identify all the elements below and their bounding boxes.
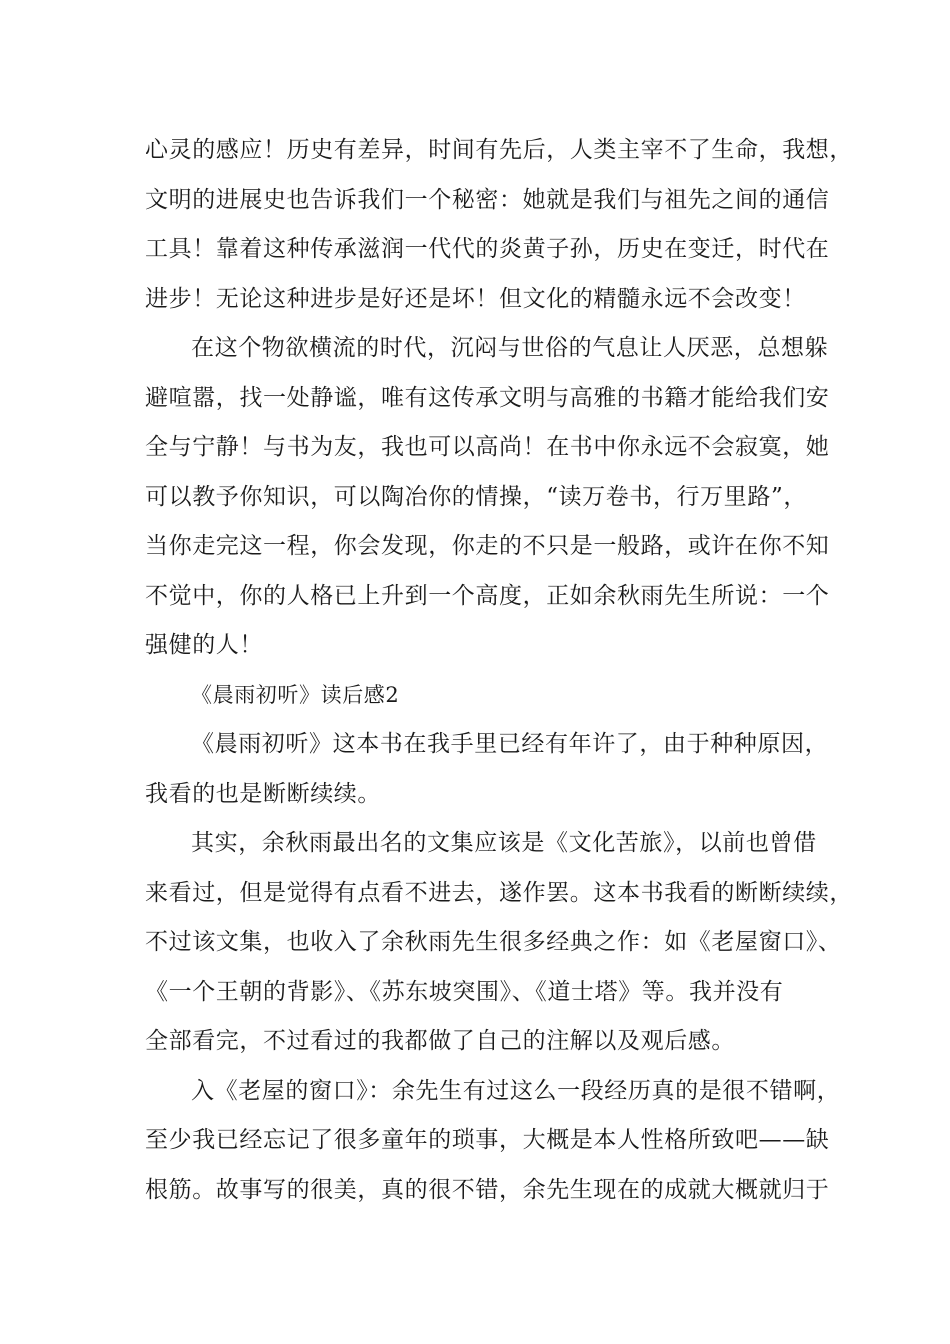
paragraph-line: 心灵的感应！历史有差异，时间有先后，人类主宰不了生命，我想， [145,137,853,163]
paragraph-line: 全部看完，不过看过的我都做了自己的注解以及观后感。 [145,1028,735,1054]
paragraph-line: 进步！无论这种进步是好还是坏！但文化的精髓永远不会改变！ [145,285,806,312]
paragraph-line: 根筋。故事写的很美，真的很不错，余先生现在的成就大概就归于 [145,1176,830,1203]
paragraph-line: 避喧嚣，找一处静谧，唯有这传承文明与高雅的书籍才能给我们安 [145,384,830,411]
paragraph-line: 不过该文集，也收入了余秋雨先生很多经典之作：如《老屋窗口》、 [145,929,842,955]
paragraph-line: 可以教予你知识，可以陶冶你的情操，“读万卷书，行万里路”， [145,483,807,510]
paragraph-line: 强健的人！ [145,632,263,658]
paragraph-line: 《晨雨初听》这本书在我手里已经有年许了，由于种种原因， [191,731,829,757]
paragraph-line: 至少我已经忘记了很多童年的琐事，大概是本人性格所致吧——缺 [145,1127,830,1153]
paragraph-line: 当你走完这一程，你会发现，你走的不只是一般路，或许在你不知 [145,533,830,559]
paragraph-line: 入《老屋的窗口》：余先生有过这么一段经历真的是很不错啊， [191,1077,841,1104]
paragraph-line: 工具！靠着这种传承滋润一代代的炎黄子孙，历史在变迁，时代在 [145,236,830,262]
paragraph-line: 全与宁静！与书为友，我也可以高尚！在书中你永远不会寂寞，她 [145,434,830,460]
document-body [145,126,853,1215]
paragraph-line: 来看过，但是觉得有点看不进去，遂作罢。这本书我看的断断续续， [145,879,853,906]
section-heading: 《晨雨初听》读后感2 [191,682,400,707]
paragraph-line: 文明的进展史也告诉我们一个秘密：她就是我们与祖先之间的通信 [145,186,830,213]
paragraph-line: 我看的也是断断续续。 [145,780,381,807]
paragraph-line: 在这个物欲横流的时代，沉闷与世俗的气息让人厌恶，总想躲 [191,335,829,361]
paragraph-line: 不觉中，你的人格已上升到一个高度，正如余秋雨先生所说：一个 [145,582,830,609]
paragraph-line: 《一个王朝的背影》、《苏东坡突围》、《道士塔》等。我并没有 [145,978,784,1005]
paragraph-line: 其实，余秋雨最出名的文集应该是《文化苦旅》，以前也曾借 [191,830,817,856]
